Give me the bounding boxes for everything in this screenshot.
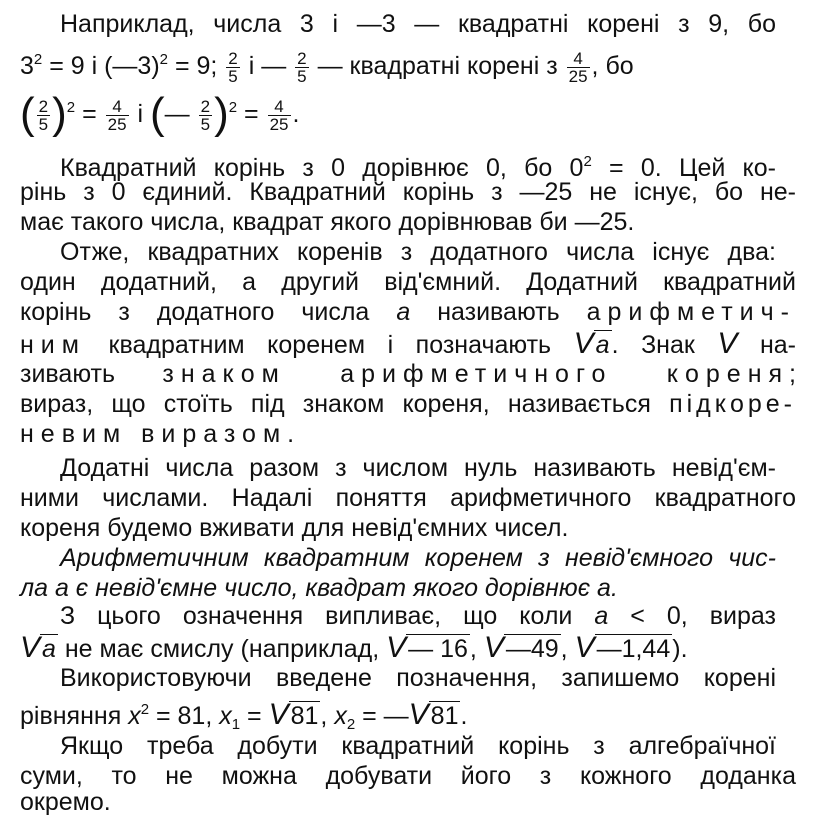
math-line xyxy=(20,418,796,450)
text-line: Якщо треба добути квадратний корінь з алгебраїчної xyxy=(60,732,776,760)
radicand: — 16 xyxy=(408,635,468,663)
math-line xyxy=(20,89,796,138)
definition-line: Арифметичним квадратним коренем з невід'ємного чис- xyxy=(60,544,776,572)
text-line: рінь з 0 єдиний. Квадратний корінь з —25 не існує, бо не- xyxy=(20,178,796,206)
math-text: = — xyxy=(355,702,409,730)
paren-left: ( xyxy=(150,89,165,138)
math-text: . Знак xyxy=(611,331,718,359)
variable-x: x xyxy=(128,702,141,730)
radical-sign: V xyxy=(573,327,594,360)
variable-x: x xyxy=(334,702,347,730)
math-text: = 9; xyxy=(168,52,225,80)
math-text: не має смислу (наприклад, xyxy=(57,635,387,663)
paren-left: ( xyxy=(20,89,35,138)
radicand: —49 xyxy=(505,635,559,663)
math-text: рівняння xyxy=(20,702,129,730)
radical-sign: V xyxy=(386,631,407,664)
text-line: ними числами. Надалі поняття арифметичного квадратного xyxy=(20,484,796,512)
math-text: і — xyxy=(241,52,294,80)
radical-sign: V xyxy=(717,327,738,360)
radical-sign: V xyxy=(20,631,41,664)
radicand: a xyxy=(595,331,610,359)
text-line: кореня будемо вживати для невід'ємних чисел. xyxy=(20,514,569,542)
superscript: 2 xyxy=(33,51,43,68)
paren-right: ) xyxy=(52,89,67,138)
math-text: 3 xyxy=(20,52,34,80)
math-text: на- xyxy=(737,331,796,359)
math-text: і xyxy=(130,100,150,128)
math-text: квадратним коренем і позначають xyxy=(85,331,574,359)
spaced-term: підкоре- xyxy=(669,390,796,418)
math-text: — квадратні корені з xyxy=(310,52,565,80)
math-text: , xyxy=(560,635,575,663)
radical-sign: V xyxy=(574,631,595,664)
text-line: Використовуючи введене позначення, запишемо корені xyxy=(60,664,776,692)
fraction-4-25: $\frac{4}{25}$ xyxy=(568,48,588,86)
math-text: З цього означення випливає, що коли xyxy=(60,602,595,630)
text-line: Додатні числа разом з числом нуль називають невід'єм- xyxy=(60,454,776,482)
radicand: 81 xyxy=(430,702,459,730)
superscript: 2 xyxy=(228,99,238,116)
math-text: ). xyxy=(672,635,688,663)
radical-sign: V xyxy=(483,631,504,664)
math-text: = 9 і (—3) xyxy=(42,52,160,80)
math-line xyxy=(20,358,796,390)
fraction-2-5: $\frac{2}{5}$ xyxy=(228,48,238,86)
fraction-2-5: $\frac{2}{5}$ xyxy=(38,96,49,134)
math-text: — xyxy=(164,100,197,128)
radicand: —1,44 xyxy=(596,635,671,663)
radicand: 81 xyxy=(290,702,319,730)
superscript: 2 xyxy=(140,701,150,718)
paren-right: ) xyxy=(214,89,229,138)
fraction-2-5: $\frac{2}{5}$ xyxy=(200,96,211,134)
math-text: , xyxy=(469,635,484,663)
spaced-term: невим виразом xyxy=(20,420,288,448)
subscript: 2 xyxy=(346,716,356,733)
math-text: < 0, вираз xyxy=(608,602,776,630)
subscript: 1 xyxy=(231,716,241,733)
math-text: Квадратний корінь з 0 дорівнює 0, бо 0 xyxy=(60,154,584,182)
math-line xyxy=(20,44,796,85)
math-text: = xyxy=(237,100,266,128)
text-line: окремо. xyxy=(20,788,111,816)
text-line: один додатний, а другий від'ємний. Додатний квадратний xyxy=(20,268,796,296)
math-text: зивають xyxy=(20,360,163,388)
variable-a: a xyxy=(594,602,609,630)
math-text: ; xyxy=(789,360,796,388)
math-text: . xyxy=(460,702,468,730)
fraction-4-25: $\frac{4}{25}$ xyxy=(107,96,127,134)
math-text: корінь з додатного числа xyxy=(20,298,397,326)
math-text: , бо xyxy=(591,52,634,80)
math-text: = xyxy=(240,702,269,730)
radicand: a xyxy=(42,635,56,663)
fraction-4-25: $\frac{4}{25}$ xyxy=(269,96,289,134)
math-text: = 81, xyxy=(149,702,220,730)
math-text: вираз, що стоїть під знаком кореня, називається xyxy=(20,390,670,418)
text-line: Отже, квадратних коренів з додатного числа існує два: xyxy=(60,238,776,266)
math-line xyxy=(20,328,796,361)
math-text: називають xyxy=(410,298,587,326)
superscript: 2 xyxy=(159,51,168,68)
superscript: 2 xyxy=(583,153,592,170)
math-text: . xyxy=(292,100,300,128)
math-line xyxy=(20,296,796,328)
math-text: = 0. Цей ко- xyxy=(591,154,776,182)
math-line xyxy=(20,632,796,665)
variable-x: x xyxy=(219,702,232,730)
radical-sign: V xyxy=(408,698,429,731)
superscript: 2 xyxy=(66,99,76,116)
variable-a: a xyxy=(396,298,411,326)
text-line: Наприклад, числа 3 і —3 — квадратні корені з 9, бо xyxy=(60,10,776,38)
math-text: , xyxy=(320,702,335,730)
spaced-term: арифметич- xyxy=(586,298,796,326)
text-line: має такого числа, квадрат якого дорівнював би —25. xyxy=(20,208,635,236)
math-text: = xyxy=(75,100,104,128)
definition-line: ла a є невід'ємне число, квадрат якого дорівнює a. xyxy=(20,574,618,602)
spaced-term: ним xyxy=(20,331,86,359)
math-line xyxy=(60,600,776,632)
math-line xyxy=(20,388,796,420)
math-text: . xyxy=(287,420,295,448)
radical-sign: V xyxy=(268,698,289,731)
fraction-2-5: $\frac{2}{5}$ xyxy=(297,48,307,86)
spaced-term: знаком арифметичного кореня xyxy=(162,360,790,388)
text-line: суми, то не можна добувати його з кожного доданка xyxy=(20,762,796,790)
